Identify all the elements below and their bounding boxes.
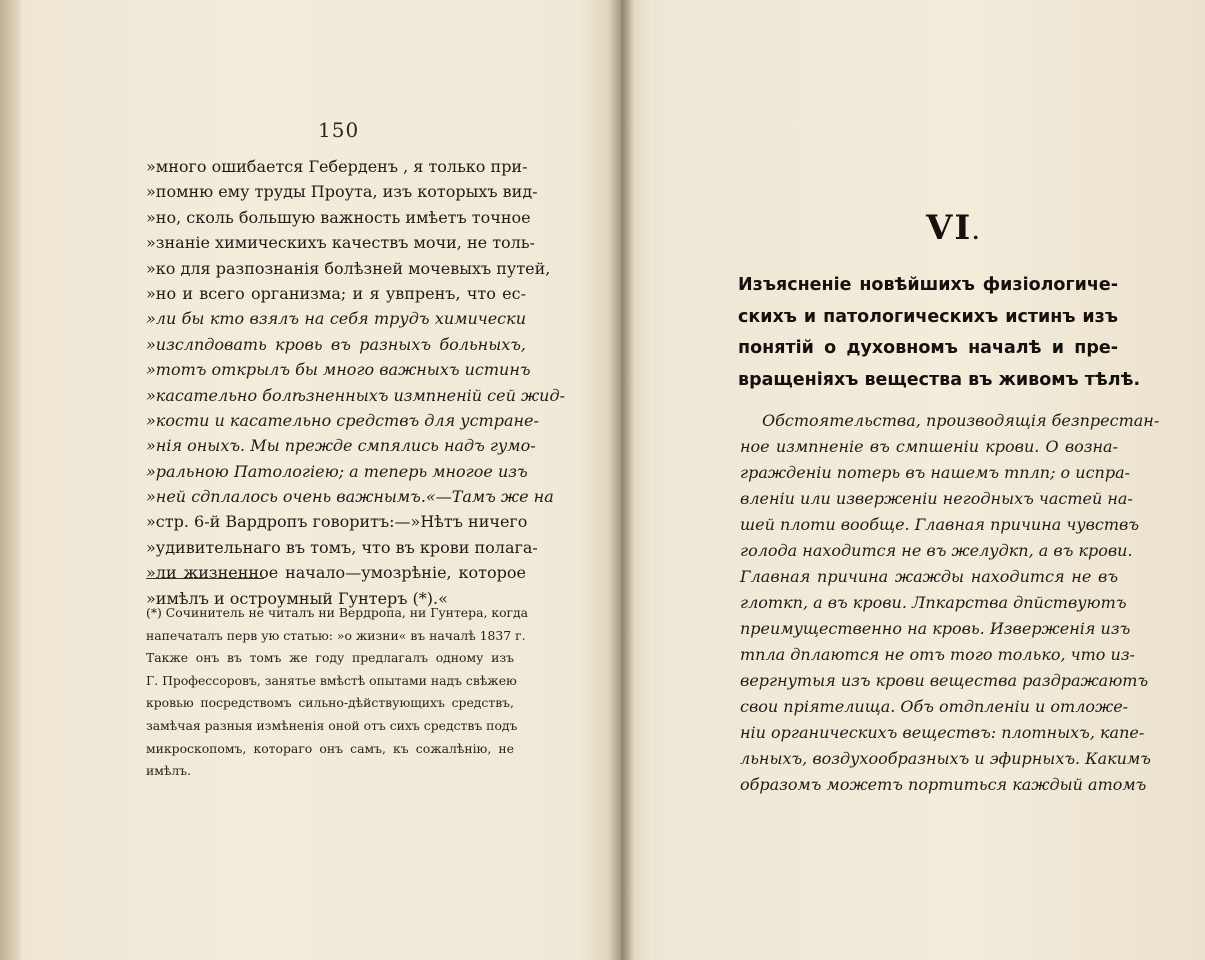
footnote-line: Также онъ въ томъ же году предлагалъ одному изъ — [146, 650, 514, 666]
right-page — [622, 0, 1205, 960]
footnote-line: напечаталъ перв ую статью: »о жизни« въ началѣ 1837 г. — [146, 627, 526, 643]
text-line: »но, сколь большую важность имѣетъ точное — [146, 207, 531, 227]
text-line: шей плоти вообще. Главная причина чувствъ — [740, 515, 1140, 534]
title-line: вращеніяхъ вещества въ живомъ тѣлѣ. — [738, 369, 1141, 390]
text-line: льныхъ, воздухообразныхъ и эфирныхъ. Какимъ — [740, 749, 1151, 768]
text-line: Главная причина жажды находится не въ — [740, 567, 1118, 586]
text-line: образомъ можетъ портиться каждый атомъ — [740, 775, 1147, 794]
text-line: голода находится не въ желудкп, а въ крови. — [740, 541, 1133, 560]
text-line: Обстоятельства, производящія безпрестан- — [762, 411, 1160, 430]
text-line: глоткп, а въ крови. Лпкарства дпйствуютъ — [740, 593, 1127, 612]
footnote — [146, 602, 529, 783]
footnote-line: имѣлъ. — [146, 763, 192, 779]
footnote-line: (*) Сочинитель не читалъ ни Вердропа, ни Гунтера, когда — [146, 605, 529, 620]
text-line: »имѣлъ и остроумный Гунтеръ (*).« — [146, 588, 448, 608]
text-line: »ли бы кто взялъ на себя трудъ химически — [146, 309, 526, 329]
title-line: Изъясненіе новѣйшихъ физіологиче- — [738, 275, 1118, 295]
text-line: »много ошибается Геберденъ , я только при- — [146, 157, 528, 176]
footnote-line: микроскопомъ, котораго онъ самъ, къ сожалѣнію, не — [146, 740, 514, 756]
text-line: »удивительнаго въ томъ, что въ крови полага- — [146, 537, 538, 557]
text-line: гражденіи потерь въ нашемъ тплп; о испра- — [740, 463, 1131, 482]
chapter-dot: . — [972, 220, 982, 244]
footnote-line: замѣчая разныя измѣненія оной отъ сихъ средствъ подъ — [146, 717, 518, 733]
chapter-number — [926, 208, 981, 248]
chapter-numeral: VI — [926, 208, 973, 248]
text-line: вленіи или изверженіи негодныхъ частей на- — [740, 489, 1133, 508]
text-line: »касательно болѣзненныхъ измпненій сей жид- — [146, 385, 566, 405]
text-line: »ней сдплалось очень важнымъ.«—Тамъ же на — [146, 487, 554, 507]
text-line: »ли жизненное начало—умозрѣніе, которое — [146, 563, 526, 583]
text-line: »кости и касательно средствъ для устране- — [146, 410, 539, 430]
text-line: »но и всего организма; и я увпренъ, что ес- — [146, 283, 526, 303]
chapter-title — [738, 270, 1141, 396]
text-line: тпла дплаются не отъ того только, что из- — [740, 645, 1135, 664]
text-line: »ко для разпознанія болѣзней мочевыхъ путей, — [146, 258, 551, 278]
text-line: »изслпдовать кровь въ разныхъ больныхъ, — [146, 334, 526, 354]
title-line: понятій о духовномъ началѣ и пре- — [738, 338, 1118, 358]
text-line: преимущественно на кровь. Изверженія изъ — [740, 619, 1131, 638]
chapter-summary — [740, 408, 1160, 798]
text-line: »тотъ открылъ бы много важныхъ истинъ — [146, 360, 531, 380]
footnote-line: кровью посредствомъ сильно-дѣйствующихъ средствъ, — [146, 695, 514, 711]
left-body-text — [146, 154, 566, 611]
text-line: »стр. 6-й Вардропъ говоритъ:—»Нѣтъ ничего — [146, 512, 528, 532]
footnote-divider — [146, 578, 264, 579]
text-line: »ральною Патологіею; а теперь многое изъ — [146, 461, 528, 481]
text-line: свои пріятелища. Объ отдпленіи и отложе- — [740, 697, 1129, 716]
text-line: »знаніе химическихъ качествъ мочи, не толь- — [146, 233, 535, 253]
footnote-line: Г. Профессоровъ, занятье вмѣстѣ опытами надъ свѣжею — [146, 672, 517, 688]
text-line: ное измпненіе въ смпшеніи крови. О возна- — [740, 437, 1118, 456]
text-line: »помню ему труды Проута, изъ которыхъ вид- — [146, 182, 538, 202]
text-line: »нія оныхъ. Мы прежде смпялись надъ гумо- — [146, 436, 536, 456]
page-number: 150 — [318, 118, 360, 142]
text-line: вергнутыя изъ крови вещества раздражаютъ — [740, 671, 1149, 690]
text-line: ніи органическихъ веществъ: плотныхъ, капе- — [740, 723, 1145, 742]
title-line: скихъ и патологическихъ истинъ изъ — [738, 306, 1118, 327]
